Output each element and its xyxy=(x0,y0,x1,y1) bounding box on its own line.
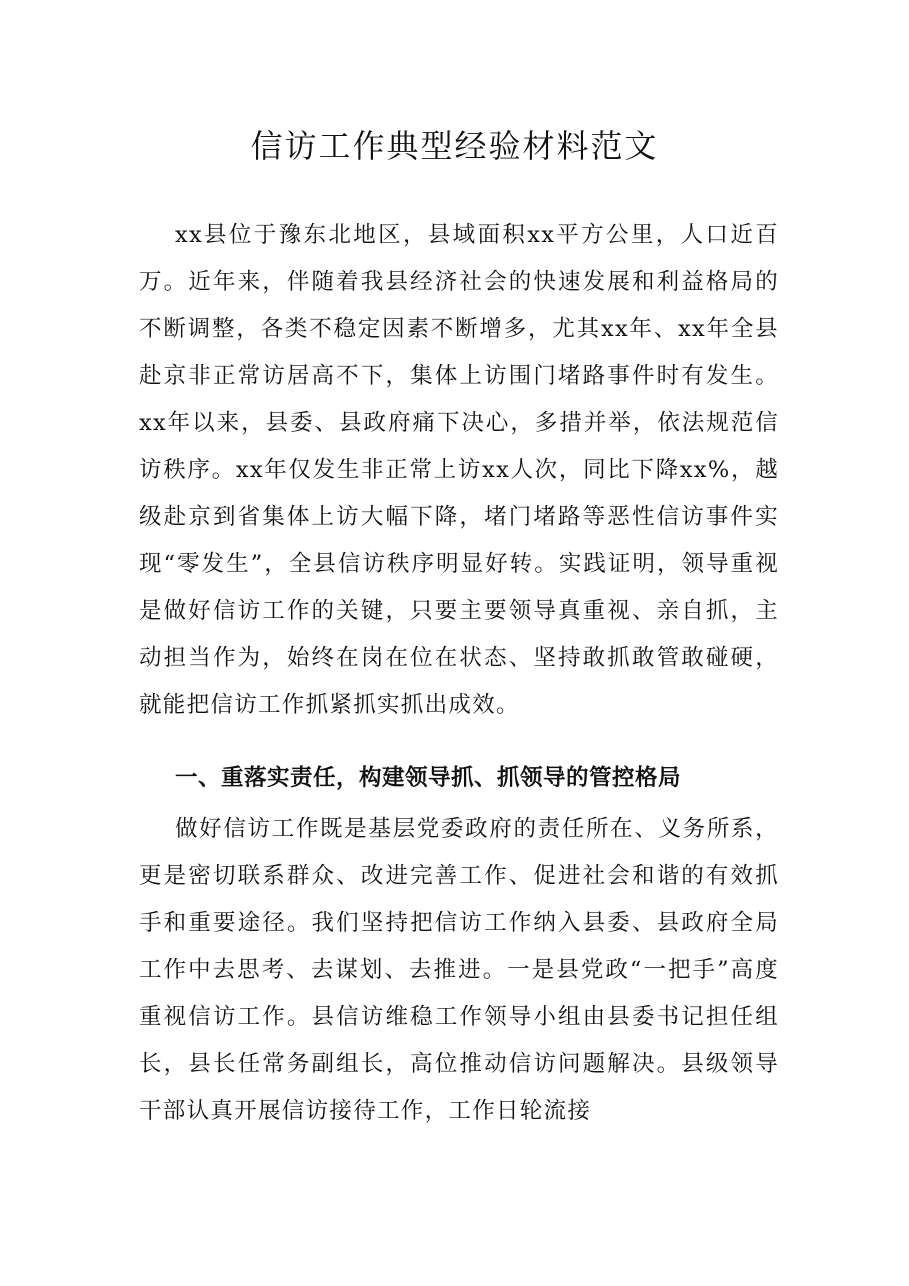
paragraph-section-one: 做好信访工作既是基层党委政府的责任所在、义务所系，更是密切联系群众、改进完善工作、促进社会和谐的有效抓手和重要途径。我们坚持把信访工作纳入县委、县政府全局工作中去思考、去谋划、去推进。一是县党政“一把手”高度重视信访工作。县信访维稳工作领导小组由县委书记担任组长，县长任常务副组长，高位推动信访问题解决。县级领导干部认真开展信访接待工作，工作日轮流接 xyxy=(139,816,779,1124)
document-title: 信访工作典型经验材料范文 xyxy=(250,127,659,165)
paragraph-intro: xx县位于豫东北地区，县域面积xx平方公里，人口近百万。近年来，伴随着我县经济社会的快速发展和利益格局的不断调整，各类不稳定因素不断增多，尤其xx年、xx年全县赴京非正常访居高不下，集体上访围门堵路事件时有发生。xx年以来，县委、县政府痛下决心，多措并举，依法规范信访秩序。xx年仅发生非正常上访xx人次，同比下降xx%，越级赴京到省集体上访大幅下降，堵门堵路等恶性信访事件实现“零发生”，全县信访秩序明显好转。实践证明，领导重视是做好信访工作的关键，只要主要领导真重视、亲自抓，主动担当作为，始终在岗在位在状态、坚持敢抓敢管敢碰硬，就能把信访工作抓紧抓实抓出成效。 xyxy=(139,222,779,718)
section-heading: 一、重落实责任，构建领导抓、抓领导的管控格局 xyxy=(175,765,682,791)
